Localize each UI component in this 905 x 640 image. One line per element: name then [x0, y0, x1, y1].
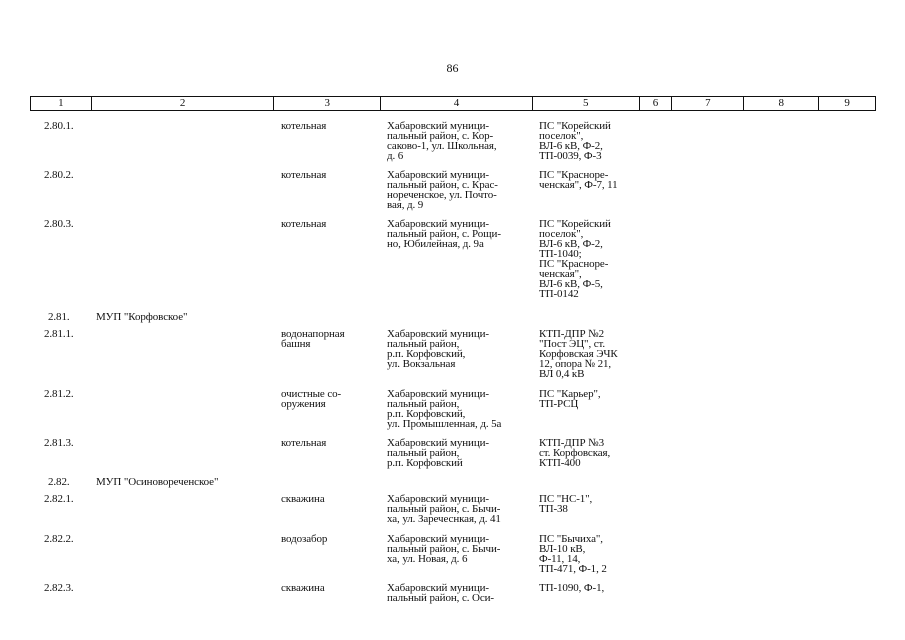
section-number: 2.82.: [48, 476, 70, 488]
object-name: очистные со- оружения: [281, 388, 342, 410]
row-number: 2.82.2.: [44, 533, 74, 545]
column-header-4: 4: [381, 97, 533, 110]
object-name: скважина: [281, 493, 325, 505]
power-source: ПС "Корейский поселок", ВЛ-6 кВ, Ф-2, ТП-1040; ПС "Красноре- ченская", ВЛ-6 кВ, Ф-5, ТП-0142: [539, 218, 611, 300]
object-address: Хабаровский муници- пальный район, с. Рощи- но, Юбилейная, д. 9а: [387, 218, 501, 250]
power-source: ПС "НС-1", ТП-38: [539, 493, 593, 515]
column-header-6: 6: [640, 97, 673, 110]
object-name: водонапорная башня: [281, 328, 345, 350]
column-header-7: 7: [672, 97, 744, 110]
organization-name: МУП "Корфовское": [96, 311, 188, 323]
column-header-9: 9: [844, 97, 850, 109]
object-name: водозабор: [281, 533, 328, 545]
object-address: Хабаровский муници- пальный район, р.п. Корфовский, ул. Вокзальная: [387, 328, 489, 370]
power-source: ТП-1090, Ф-1,: [539, 582, 605, 594]
section-number: 2.81.: [48, 311, 70, 323]
object-name: котельная: [281, 169, 327, 181]
power-source: КТП-ДПР №2 "Пост ЭЦ", ст. Корфовская ЭЧК 12, опора № 21, ВЛ 0,4 кВ: [539, 328, 618, 380]
object-address: Хабаровский муници- пальный район, с. Крас- нореченское, ул. Почто- вая, д. 9: [387, 169, 498, 211]
row-number: 2.82.3.: [44, 582, 74, 594]
row-number: 2.80.1.: [44, 120, 74, 132]
object-address: Хабаровский муници- пальный район, с. Оси-: [387, 582, 494, 604]
column-header-5: 5: [533, 97, 640, 110]
object-address: Хабаровский муници- пальный район, с. Кор- саково-1, ул. Школьная, д. 6: [387, 120, 497, 162]
power-source: ПС "Корейский поселок", ВЛ-6 кВ, Ф-2, ТП-0039, Ф-3: [539, 120, 611, 162]
column-header-3: 3: [274, 97, 381, 110]
page-number: 86: [446, 61, 459, 75]
object-address: Хабаровский муници- пальный район, с. Бычи- ха, ул. Новая, д. 6: [387, 533, 501, 565]
column-header-1: 1: [31, 97, 92, 110]
organization-name: МУП "Осиновореченское": [96, 476, 219, 488]
object-address: Хабаровский муници- пальный район, с. Бычи- ха, ул. Заречеснкая, д. 41: [387, 493, 501, 525]
object-name: котельная: [281, 120, 327, 132]
row-number: 2.80.2.: [44, 169, 74, 181]
object-name: скважина: [281, 582, 325, 594]
power-source: КТП-ДПР №3 ст. Корфовская, КТП-400: [539, 437, 611, 469]
object-name: котельная: [281, 218, 327, 230]
power-source: ПС "Карьер", ТП-РСЦ: [539, 388, 601, 410]
power-source: ПС "Красноре- ченская", Ф-7, 11: [539, 169, 618, 191]
row-number: 2.81.3.: [44, 437, 74, 449]
power-source: ПС "Бычиха", ВЛ-10 кВ, Ф-11, 14, ТП-471, Ф-1, 2: [539, 533, 607, 575]
object-name: котельная: [281, 437, 327, 449]
object-address: Хабаровский муници- пальный район, р.п. Корфовский: [387, 437, 489, 469]
row-number: 2.80.3.: [44, 218, 74, 230]
row-number: 2.82.1.: [44, 493, 74, 505]
column-header-8: 8: [744, 97, 819, 110]
row-number: 2.81.2.: [44, 388, 74, 400]
column-header-2: 2: [92, 97, 275, 110]
object-address: Хабаровский муници- пальный район, р.п. Корфовский, ул. Промышленная, д. 5а: [387, 388, 502, 430]
row-number: 2.81.1.: [44, 328, 74, 340]
